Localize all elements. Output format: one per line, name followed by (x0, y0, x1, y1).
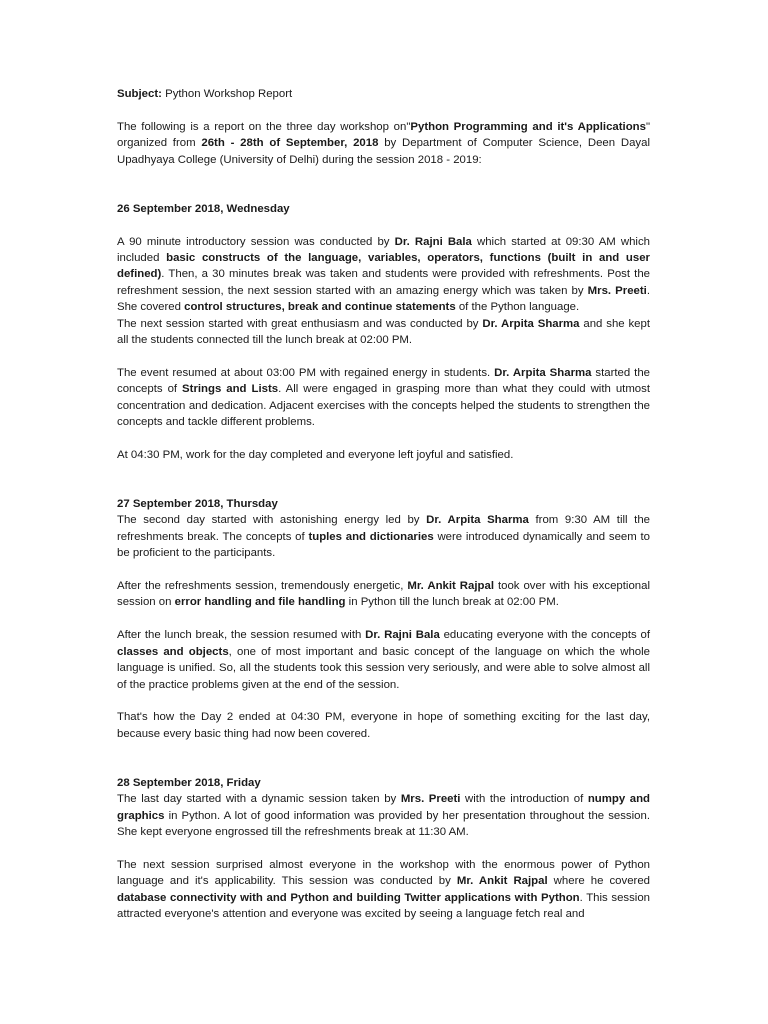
text-run: The next session surprised almost everyone in the workshop with the enormous power of Python language and it's applicability. This session was conducted by (117, 858, 650, 888)
bold-text: Dr. Arpita Sharma (494, 366, 592, 379)
bold-text: Dr. Rajni Bala (394, 235, 472, 248)
day-heading: 27 September 2018, Thursday (117, 498, 278, 511)
bold-text: Dr. Rajni Bala (365, 629, 440, 642)
text-run: educating everyone with the concepts of (439, 629, 650, 642)
bold-text: database connectivity with and Python and building Twitter applications with Python (117, 891, 580, 904)
text-run: where he covered (547, 875, 650, 888)
text-run: of the Python language. (455, 301, 580, 314)
subject-label: Subject: (117, 88, 162, 100)
day-section (117, 775, 650, 923)
spacer (117, 168, 650, 201)
bold-text: Mrs. Preeti (587, 284, 647, 297)
body-paragraph (117, 316, 650, 349)
bold-text: Dr. Arpita Sharma (426, 514, 529, 527)
body-paragraph (117, 578, 650, 611)
bold-text: Mrs. Preeti (400, 793, 461, 806)
bold-text: tuples and dictionaries (308, 530, 434, 543)
body-paragraph (117, 857, 650, 923)
report-document (117, 86, 650, 923)
spacer (117, 463, 650, 496)
spacer (117, 841, 650, 857)
bold-text: Strings and Lists (182, 383, 279, 396)
text-run: started the concepts of (117, 366, 650, 396)
text-run: and she kept all the students connected till the lunch break at 02:00 PM. (117, 317, 650, 347)
body-paragraph (117, 627, 650, 693)
text-run: in Python till the lunch break at 02:00 PM. (345, 596, 559, 609)
text-run: in Python. A lot of good information was provided by her presentation throughout the session. She kept everyone engrossed till the refreshments break at 11:30 AM. (117, 809, 650, 839)
body-paragraph (117, 365, 650, 431)
bold-text: Mr. Ankit Rajpal (407, 580, 494, 593)
day-heading: 26 September 2018, Wednesday (117, 202, 290, 215)
day-section (117, 496, 650, 742)
text-run: . Then, a 30 minutes break was taken and students were provided with refreshments. Post the refreshment session, the next session started with an amazing energy which was taken by (117, 268, 650, 297)
bold-text: numpy and graphics (117, 793, 650, 822)
text-run: That's how the Day 2 ended at 04:30 PM, everyone in hope of something exciting for the last day, because every basic thing had now been covered. (117, 711, 650, 740)
text-run: from 9:30 AM till the refreshments break. The concepts of (117, 514, 651, 543)
bold-text: basic constructs of the language, variables, operators, functions (built in and user defined) (117, 252, 650, 281)
text-run: . She covered (117, 284, 650, 314)
text-run: The following is a report on the three day workshop on" (117, 120, 411, 133)
bold-text: error handling and file handling (174, 596, 346, 609)
text-run: . This session attracted everyone's attention and everyone was excited by seeing a language fetch real and (117, 891, 650, 921)
body-paragraph (117, 512, 650, 561)
text-run: . All were engaged in grasping more than what they could with utmost concentration and dedication. Adjacent exercises with the concepts helped the students to strengthen the concepts and tackle different problems. (117, 383, 651, 429)
body-paragraph (117, 447, 650, 463)
days-container (117, 201, 650, 923)
body-paragraph (117, 709, 650, 742)
day-section (117, 201, 650, 463)
text-run: took over with his exceptional session on (117, 580, 650, 609)
spacer (117, 742, 650, 775)
bold-text: 26th - 28th of September, 2018 (201, 137, 379, 150)
bold-text: Dr. Arpita Sharma (482, 317, 580, 330)
text-run: The second day started with astonishing energy led by (117, 514, 427, 527)
spacer (117, 102, 650, 118)
text-run: The last day started with a dynamic session taken by (117, 793, 401, 806)
subject-text: Python Workshop Report (161, 88, 293, 100)
bold-text: Mr. Ankit Rajpal (456, 875, 548, 888)
text-run: by Department of Computer Science, Deen Dayal Upadhyaya College (University of Delhi) during the session 2018 - 2019: (117, 137, 650, 166)
text-run: At 04:30 PM, work for the day completed and everyone left joyful and satisfied. (117, 448, 514, 461)
bold-text: classes and objects (117, 645, 229, 658)
text-run: After the refreshments session, tremendously energetic, (117, 580, 408, 593)
text-run: " organized from (117, 120, 650, 150)
intro-paragraph (117, 119, 650, 168)
text-run: with the introduction of (460, 793, 588, 806)
body-paragraph (117, 791, 650, 840)
spacer (117, 562, 650, 578)
spacer (117, 217, 650, 233)
text-run: The next session started with great enthusiasm and was conducted by (117, 317, 483, 330)
text-run: , one of most important and basic concept of the language on which the whole language is unified. So, all the students took this session very seriously, and were able to solve almost all of the practice problems given at the end of the session. (117, 645, 650, 691)
body-paragraph (117, 234, 650, 316)
spacer (117, 348, 650, 364)
text-run: were introduced dynamically and seem to be proficient to the participants. (117, 530, 650, 560)
bold-text: control structures, break and continue statements (184, 301, 456, 314)
subject-line (117, 86, 650, 102)
text-run: A 90 minute introductory session was conducted by (117, 235, 395, 248)
day-heading: 28 September 2018, Friday (117, 776, 261, 789)
bold-text: Python Programming and it's Applications (410, 120, 646, 133)
text-run: The event resumed at about 03:00 PM with regained energy in students. (117, 366, 495, 379)
text-run: After the lunch break, the session resumed with (117, 629, 366, 642)
spacer (117, 611, 650, 627)
spacer (117, 430, 650, 446)
spacer (117, 693, 650, 709)
text-run: which started at 09:30 AM which included (117, 235, 650, 265)
